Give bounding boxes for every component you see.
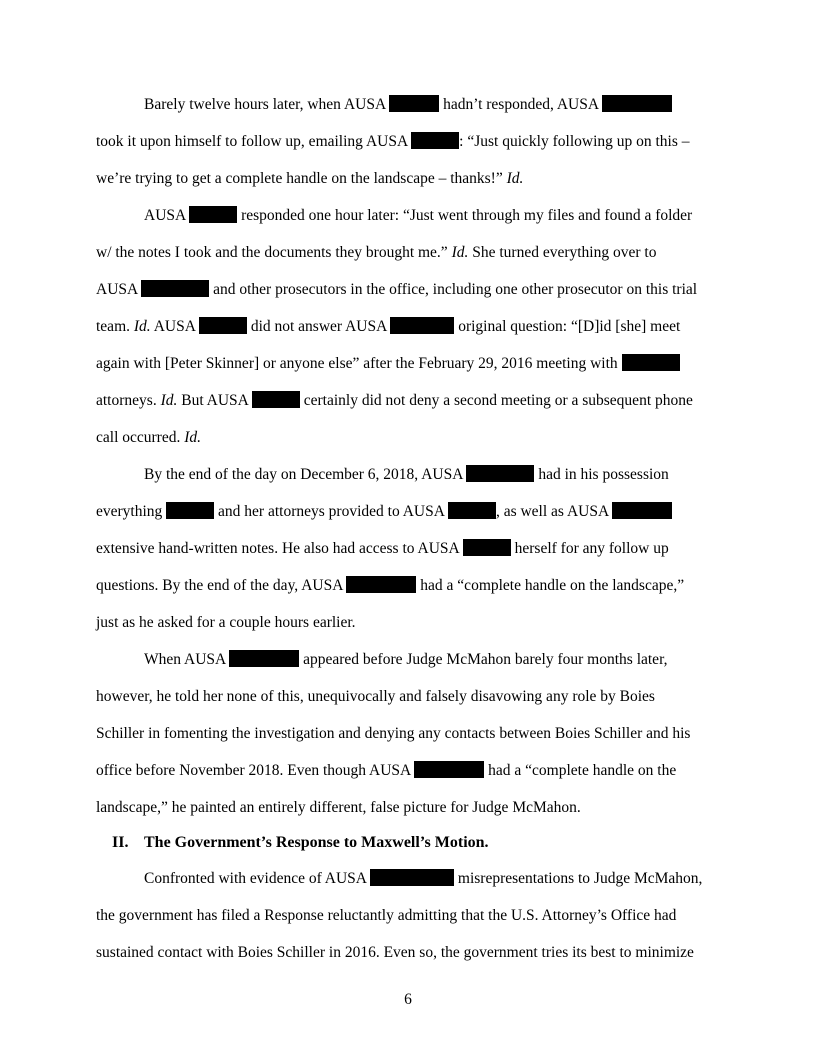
redaction-bar (463, 539, 511, 556)
redaction-bar (448, 502, 496, 519)
redaction-bar (346, 576, 416, 593)
redaction-bar (141, 280, 209, 297)
text-run: By the end of the day on December 6, 2018, AUSA (144, 466, 463, 483)
paragraph-line (96, 798, 581, 818)
text-run: had a “complete handle on the (488, 762, 677, 779)
text-run: questions. By the end of the day, AUSA (96, 577, 343, 594)
redaction-bar (602, 95, 672, 112)
text-run: everything (96, 503, 163, 520)
text-run: , as well as AUSA (495, 503, 609, 520)
paragraph-line (96, 724, 690, 744)
text-run: attorneys. (96, 392, 157, 409)
text-run: extensive hand-written notes. He also had access to AUSA (96, 540, 459, 557)
text-run: But AUSA (181, 392, 249, 409)
redaction-bar (370, 869, 454, 886)
paragraph-line (96, 943, 694, 963)
section-heading (112, 833, 489, 853)
paragraph-line (96, 687, 655, 707)
paragraph-line (96, 132, 690, 152)
paragraph-line (96, 576, 684, 596)
text-run: original question: “[D]id [she] meet (458, 318, 681, 335)
text-run: responded one hour later: “Just went through my files and found a folder (241, 207, 693, 224)
paragraph-line (144, 465, 669, 485)
text-run: had in his possession (538, 466, 669, 483)
paragraph-line (144, 869, 702, 889)
text-run: She turned everything over to (472, 244, 657, 261)
text-run: AUSA (153, 318, 196, 335)
text-run: hadn’t responded, AUSA (443, 96, 599, 113)
citation-id: Id. (160, 392, 178, 409)
text-run: herself for any follow up (514, 540, 669, 557)
text-run: team. (96, 318, 130, 335)
text-run: and other prosecutors in the office, including one other prosecutor on this trial (213, 281, 698, 298)
text-run: : “Just quickly following up on this – (459, 133, 690, 150)
redaction-bar (229, 650, 299, 667)
paragraph-line (144, 650, 667, 670)
text-run: certainly did not deny a second meeting or a subsequent phone (303, 392, 693, 409)
redaction-bar (166, 502, 214, 519)
text-run: AUSA (144, 207, 186, 224)
paragraph-line (96, 391, 693, 411)
section-title: The Government’s Response to Maxwell’s Motion. (144, 834, 489, 851)
text-run: w/ the notes I took and the documents they brought me.” (96, 244, 448, 261)
text-run: sustained contact with Boies Schiller in 2016. Even so, the government tries its best to minimize (96, 944, 694, 961)
paragraph-line (96, 243, 656, 263)
paragraph-line (144, 206, 692, 226)
paragraph-line (96, 428, 201, 448)
redaction-bar (252, 391, 300, 408)
text-run: misrepresentations to Judge McMahon, (457, 870, 703, 887)
citation-id: Id. (184, 429, 202, 446)
paragraph-line (96, 169, 523, 189)
redaction-bar (414, 761, 484, 778)
text-run: Barely twelve hours later, when AUSA (144, 96, 386, 113)
text-run: did not answer AUSA (250, 318, 387, 335)
text-run: landscape,” he painted an entirely different, false picture for Judge McMahon. (96, 799, 581, 816)
text-run: again with [Peter Skinner] or anyone else” after the February 29, 2016 meeting with (96, 355, 618, 372)
citation-id: Id. (451, 244, 469, 261)
text-run: Schiller in fomenting the investigation and denying any contacts between Boies Schiller and his (96, 725, 691, 742)
redaction-bar (411, 132, 459, 149)
section-number: II. (112, 834, 129, 851)
text-run: however, he told her none of this, unequivocally and falsely disavowing any role by Boies (96, 688, 655, 705)
text-run: Confronted with evidence of AUSA (144, 870, 367, 887)
text-run: the government has filed a Response reluctantly admitting that the U.S. Attorney’s Office had (96, 907, 677, 924)
page-number: 6 (404, 991, 412, 1008)
redaction-bar (189, 206, 237, 223)
text-run: call occurred. (96, 429, 181, 446)
text-run: and her attorneys provided to AUSA (218, 503, 445, 520)
paragraph-line (96, 502, 672, 522)
text-run: appeared before Judge McMahon barely four months later, (303, 651, 668, 668)
paragraph-line (96, 280, 697, 300)
text-run: we’re trying to get a complete handle on the landscape – thanks!” (96, 170, 503, 187)
redaction-bar (390, 317, 454, 334)
paragraph-line (96, 613, 356, 633)
text-run: AUSA (96, 281, 138, 298)
paragraph-line (96, 906, 676, 926)
redaction-bar (622, 354, 680, 371)
text-run: took it upon himself to follow up, emailing AUSA (96, 133, 408, 150)
paragraph-line (144, 95, 672, 115)
redaction-bar (389, 95, 439, 112)
paragraph-line (96, 539, 669, 559)
paragraph-line (96, 761, 676, 781)
redaction-bar (612, 502, 672, 519)
paragraph-line (96, 317, 680, 337)
text-run: When AUSA (144, 651, 226, 668)
redaction-bar (199, 317, 247, 334)
paragraph-line (96, 354, 680, 374)
redaction-bar (466, 465, 534, 482)
text-run: had a “complete handle on the landscape,” (420, 577, 685, 594)
citation-id: Id. (506, 170, 524, 187)
citation-id: Id. (133, 318, 151, 335)
text-run: just as he asked for a couple hours earlier. (96, 614, 356, 631)
text-run: office before November 2018. Even though AUSA (96, 762, 411, 779)
